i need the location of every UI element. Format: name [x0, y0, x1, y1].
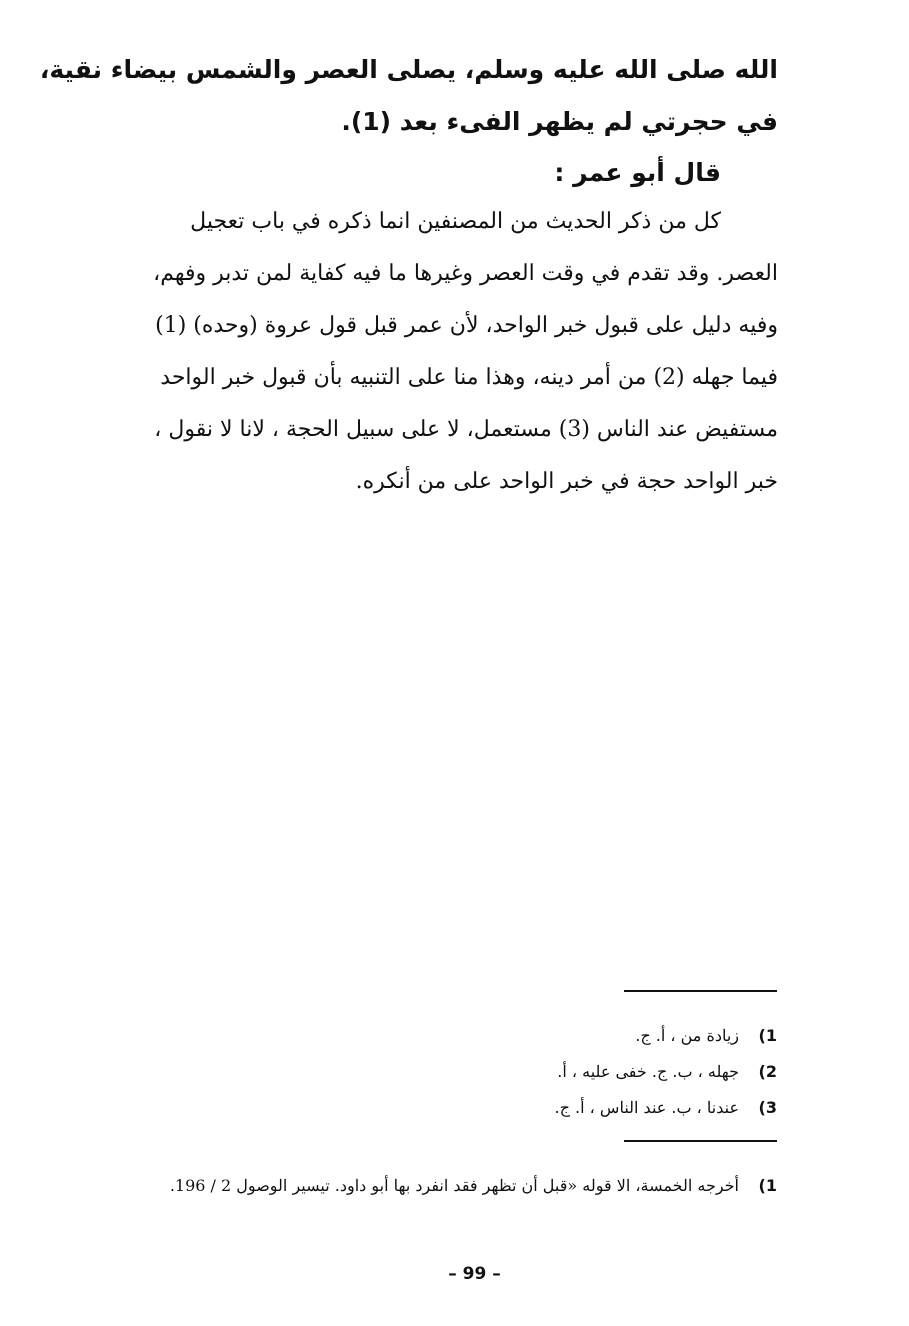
hadith-line: في حجرتي لم يظهر الفىء بعد (1).: [341, 107, 778, 136]
commentary-paragraph: [118, 196, 778, 508]
footnote-number: 1): [758, 1176, 777, 1195]
variant-note: [437, 1018, 777, 1054]
paragraph-line: وفيه دليل على قبول خبر الواحد، لأن عمر قبل قول عروة (وحده) (1): [155, 313, 778, 338]
section-heading: قال أبو عمر :: [554, 158, 721, 187]
paragraph-line: فيما جهله (2) من أمر دينه، وهذا منا على التنبيه بأن قبول خبر الواحد: [160, 365, 778, 390]
variant-text: زيادة من ، أ. ج.: [635, 1026, 739, 1045]
footnote-separator: [624, 1140, 777, 1142]
variant-note: [437, 1090, 777, 1126]
hadith-footnote: [117, 1168, 777, 1204]
manuscript-variants: [437, 1018, 777, 1126]
hadith-text: [39, 44, 778, 148]
paragraph-line: مستفيض عند الناس (3) مستعمل، لا على سبيل الحجة ، لانا لا نقول ،: [154, 417, 778, 442]
paragraph-line: العصر. وقد تقدم في وقت العصر وغيرها ما فيه كفاية لمن تدبر وفهم،: [153, 261, 778, 286]
paragraph-line: خبر الواحد حجة في خبر الواحد على من أنكره.: [355, 469, 778, 494]
page-number: – 99 –: [448, 1264, 501, 1284]
variant-text: عندنا ، ب. عند الناس ، أ. ج.: [554, 1098, 739, 1117]
variant-text: جهله ، ب. ج. خفى عليه ، أ.: [557, 1062, 739, 1081]
paragraph-line: كل من ذكر الحديث من المصنفين انما ذكره في باب تعجيل: [190, 209, 721, 234]
footnote-separator: [624, 990, 777, 992]
variant-note: [437, 1054, 777, 1090]
variant-number: 1): [758, 1026, 777, 1045]
hadith-line: الله صلى الله عليه وسلم، يصلى العصر والشمس بيضاء نقية،: [39, 55, 778, 84]
variant-number: 2): [758, 1062, 777, 1081]
variant-number: 3): [758, 1098, 777, 1117]
footnote-text: أخرجه الخمسة، الا قوله «قبل أن تظهر فقد انفرد بها أبو داود. تيسير الوصول 2 / 196.: [169, 1176, 739, 1195]
